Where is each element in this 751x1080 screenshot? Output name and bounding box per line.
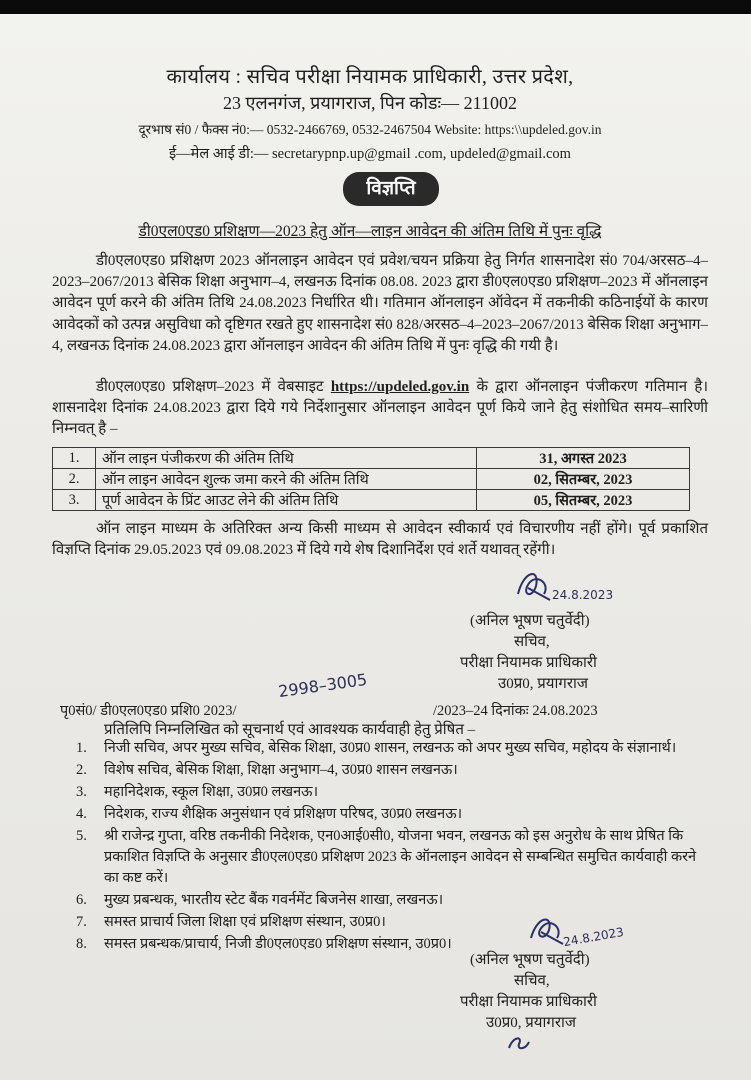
row-date: 05, सितम्बर, 2023: [477, 490, 690, 511]
table-row: [53, 469, 690, 490]
signature-handwritten-date: 24.8.2023: [552, 588, 614, 602]
signatory-office: परीक्षा नियामक प्राधिकारी: [460, 994, 597, 1010]
schedule-table: [52, 447, 690, 511]
paragraph-2: [52, 377, 708, 441]
contact-line: दूरभाष सं0 / फैक्स नं0:— 0532-2466769, 0532-2467504 Website: https:\\updeled.gov.in: [138, 122, 602, 137]
list-item-number: 7.: [76, 914, 87, 930]
list-item-text: निदेशक, राज्य शैक्षिक अनुसंधान एवं प्रशिक्षण परिषद, उ0प्र0 लखनऊ।: [104, 806, 463, 822]
signatory-place: उ0प्र0, प्रयागराज: [486, 1015, 576, 1031]
website-link[interactable]: https://updeled.gov.in: [330, 379, 470, 395]
paragraph-2-text-a: डी0एल0एड0 प्रशिक्षण–2023 में वेबसाइट: [96, 379, 324, 395]
top-bar: [0, 0, 751, 14]
signatory-office: परीक्षा नियामक प्राधिकारी: [460, 655, 597, 671]
signatory-title: सचिव,: [514, 973, 550, 989]
row-date: 31, अगस्त 2023: [477, 448, 690, 469]
list-item: [72, 782, 712, 803]
row-task: ऑन लाइन आवेदन शुल्क जमा करने की अंतिम तिथि: [96, 469, 477, 490]
list-item-text: समस्त प्रबन्धक/प्राचार्य, निजी डी0एल0एड0 प्रशिक्षण संस्थान, उ0प्र0।: [104, 936, 452, 952]
paragraph-1: [52, 251, 708, 357]
list-item-number: 6.: [76, 892, 87, 908]
table-row: [53, 490, 690, 511]
list-item-text: मुख्य प्रबन्धक, भारतीय स्टेट बैंक गवर्नमेंट बिजनेस शाखा, लखनऊ।: [104, 892, 444, 908]
reference-handwritten-number: 2998–3005: [277, 669, 369, 702]
paragraph-3: [52, 519, 708, 561]
list-item-number: 2.: [76, 762, 87, 778]
list-item: [72, 826, 712, 889]
list-item-text: निजी सचिव, अपर मुख्य सचिव, बेसिक शिक्षा, उ0प्र0 शासन, लखनऊ को अपर मुख्य सचिव, महोदय के संज्ञानार्थ।: [104, 740, 677, 756]
list-item: [72, 890, 712, 911]
list-item-number: 8.: [76, 936, 87, 952]
paragraph-3-text: ऑन लाइन माध्यम के अतिरिक्त अन्य किसी माध्यम से आवेदन स्वीकार्य एवं विचारणीय नहीं होंगे। पूर्व प्रकाशित विज्ञप्ति दिनांक 29.05.2023 एवं 09.08.2023 में दिये गये शेष दिशानिर्देश एवं शर्ते यथावत् रहेंगी।: [52, 521, 708, 559]
row-number: 2.: [53, 469, 96, 490]
row-task: पूर्ण आवेदन के प्रिंट आउट लेने की अंतिम तिथि: [96, 490, 477, 511]
row-task: ऑन लाइन पंजीकरण की अंतिम तिथि: [96, 448, 477, 469]
list-item-text: विशेष सचिव, बेसिक शिक्षा, शिक्षा अनुभाग–4, उ0प्र0 शासन लखनऊ।: [104, 762, 458, 778]
initial-mark: [505, 1032, 533, 1054]
list-item-text: समस्त प्राचार्य जिला शिक्षा एवं प्रशिक्षण संस्थान, उ0प्र0।: [104, 914, 386, 930]
signatory-name: (अनिल भूषण चतुर्वेदी): [470, 952, 590, 968]
signatory-title: सचिव,: [514, 634, 550, 650]
row-number: 1.: [53, 448, 96, 469]
notice-subject: डी0एल0एड0 प्रशिक्षण—2023 हेतु ऑन—लाइन आवेदन की अंतिम तिथि में पुनः वृद्धि: [138, 223, 602, 240]
table-row: [53, 448, 690, 469]
paragraph-1-text: डी0एल0एड0 प्रशिक्षण 2023 ऑनलाइन आवेदन एवं प्रवेश/चयन प्रक्रिया हेतु निर्गत शासनादेश सं0 704/अरसठ–4–2023–2067/2013 बेसिक शिक्षा अनुभाग–4, लखनऊ दिनांक 08.08. 2023 द्वारा डी0एल0एड0 प्रशिक्षण–2023 में ऑनलाइन आवेदन पूर्ण करने की अंतिम तिथि 24.08.2023 निर्धारित थी। गतिमान ऑनलाइन ऑवेदन में तकनीकी कठिनाईयों के कारण आवेदकों को उत्पन्न असुविधा को दृष्टिगत रखते हुए शासनादेश सं0 828/अरसठ–4–2023–2067/2013 बेसिक शिक्षा अनुभाग–4, लखनऊ दिनांक 24.08.2023 द्वारा ऑनलाइन आवेदन की अंतिम तिथि में पुनः वृद्धि की गयी है।: [52, 253, 708, 354]
list-item-number: 3.: [76, 784, 87, 800]
reference-prefix: पृ0सं0/ डी0एल0एड0 प्रशि0 2023/: [60, 703, 237, 719]
list-item: [72, 804, 712, 825]
signature-handwritten-date: 24.8.2023: [562, 924, 625, 950]
notice-badge: विज्ञप्ति: [343, 172, 439, 206]
list-item-text: महानिदेशक, स्कूल शिक्षा, उ0प्र0 लखनऊ।: [104, 784, 319, 800]
copy-heading: प्रतिलिपि निम्नलिखित को सूचनार्थ एवं आवश्यक कार्यवाही हेतु प्रेषित –: [104, 722, 476, 738]
list-item-number: 4.: [76, 806, 87, 822]
signatory-place: उ0प्र0, प्रयागराज: [498, 676, 588, 692]
list-item: [72, 760, 712, 781]
list-item-text: श्री राजेन्द्र गुप्ता, वरिष्ठ तकनीकी निदेशक, एन0आई0सी0, योजना भवन, लखनऊ को इस अनुरोध के साथ प्रेषित कि प्रकाशित विज्ञप्ति के अनुसार डी0एल0एड0 प्रशिक्षण 2023 के ऑनलाइन आवेदन से सम्बन्धित समुचित कार्यवाही करने का कष्ट करें।: [104, 828, 697, 886]
office-address: 23 एलनगंज, प्रयागराज, पिन कोडः— 211002: [223, 93, 517, 113]
email-line: ई—मेल आई डी:— secretarypnp.up@gmail .com, updeled@gmail.com: [169, 146, 571, 162]
list-item: [72, 738, 712, 759]
notice-document: [0, 14, 751, 1080]
list-item-number: 1.: [76, 740, 87, 756]
signatory-name: (अनिल भूषण चतुर्वेदी): [470, 613, 590, 629]
row-number: 3.: [53, 490, 96, 511]
list-item-number: 5.: [76, 828, 87, 844]
paragraph-2-text-b: के द्वारा ऑनलाइन पंजीकरण गतिमान है। शासनादेश दिनांक 24.08.2023 द्वारा दिये गये निर्देशानुसार ऑनलाइन आवेदन पूर्ण किये जाने हेतु संशोधित समय–सारिणी निम्नवत् है –: [52, 379, 709, 438]
copy-list: [72, 738, 712, 956]
reference-date: /2023–24 दिनांकः 24.08.2023: [433, 703, 598, 719]
office-name: कार्यालय : सचिव परीक्षा नियामक प्राधिकारी, उत्तर प्रदेश,: [166, 66, 574, 88]
row-date: 02, सितम्बर, 2023: [477, 469, 690, 490]
